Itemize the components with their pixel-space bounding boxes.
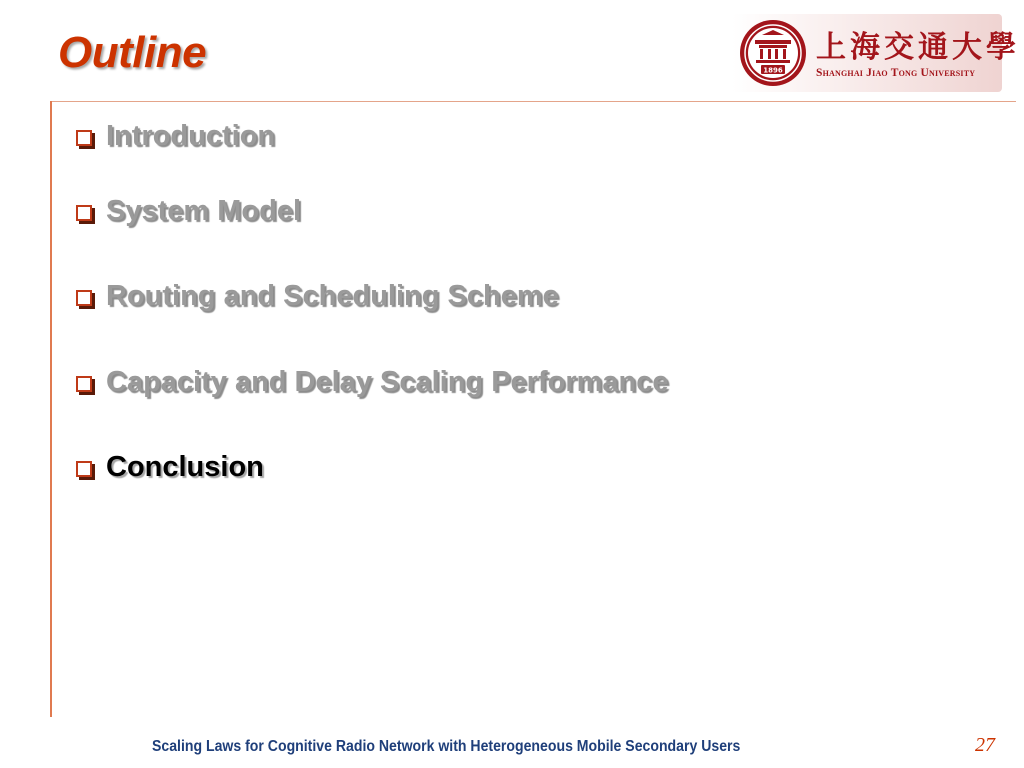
university-name-english: Shanghai Jiao Tong University (816, 67, 976, 79)
outline-item-label: Capacity and Delay Scaling Performance (106, 366, 669, 398)
outline-item-capacity-delay (76, 366, 669, 399)
header-rule (50, 101, 1016, 102)
checkbox-square-icon (76, 130, 92, 146)
checkbox-square-icon (76, 461, 92, 477)
footer-title: Scaling Laws for Cognitive Radio Network with Heterogeneous Mobile Secondary Users (152, 738, 741, 755)
outline-item-routing-scheduling (76, 280, 559, 313)
page-number: 27 (975, 734, 995, 756)
checkbox-square-icon (76, 290, 92, 306)
university-name-chinese: 上海交通大學 (816, 30, 1020, 65)
slide-title: Outline (58, 28, 207, 77)
left-rule (50, 101, 52, 717)
outline-item-label: System Model (106, 195, 301, 227)
seal-year: 1896 (763, 66, 783, 75)
university-seal-icon (738, 18, 808, 88)
outline-item-introduction (76, 120, 275, 153)
outline-item-label-active: Conclusion (106, 451, 264, 483)
checkbox-square-icon (76, 205, 92, 221)
outline-item-conclusion (76, 451, 264, 484)
outline-item-label: Introduction (106, 120, 276, 152)
checkbox-square-icon (76, 376, 92, 392)
outline-item-label: Routing and Scheduling Scheme (106, 280, 559, 312)
university-logo (732, 14, 1020, 92)
outline-item-system-model (76, 195, 301, 228)
